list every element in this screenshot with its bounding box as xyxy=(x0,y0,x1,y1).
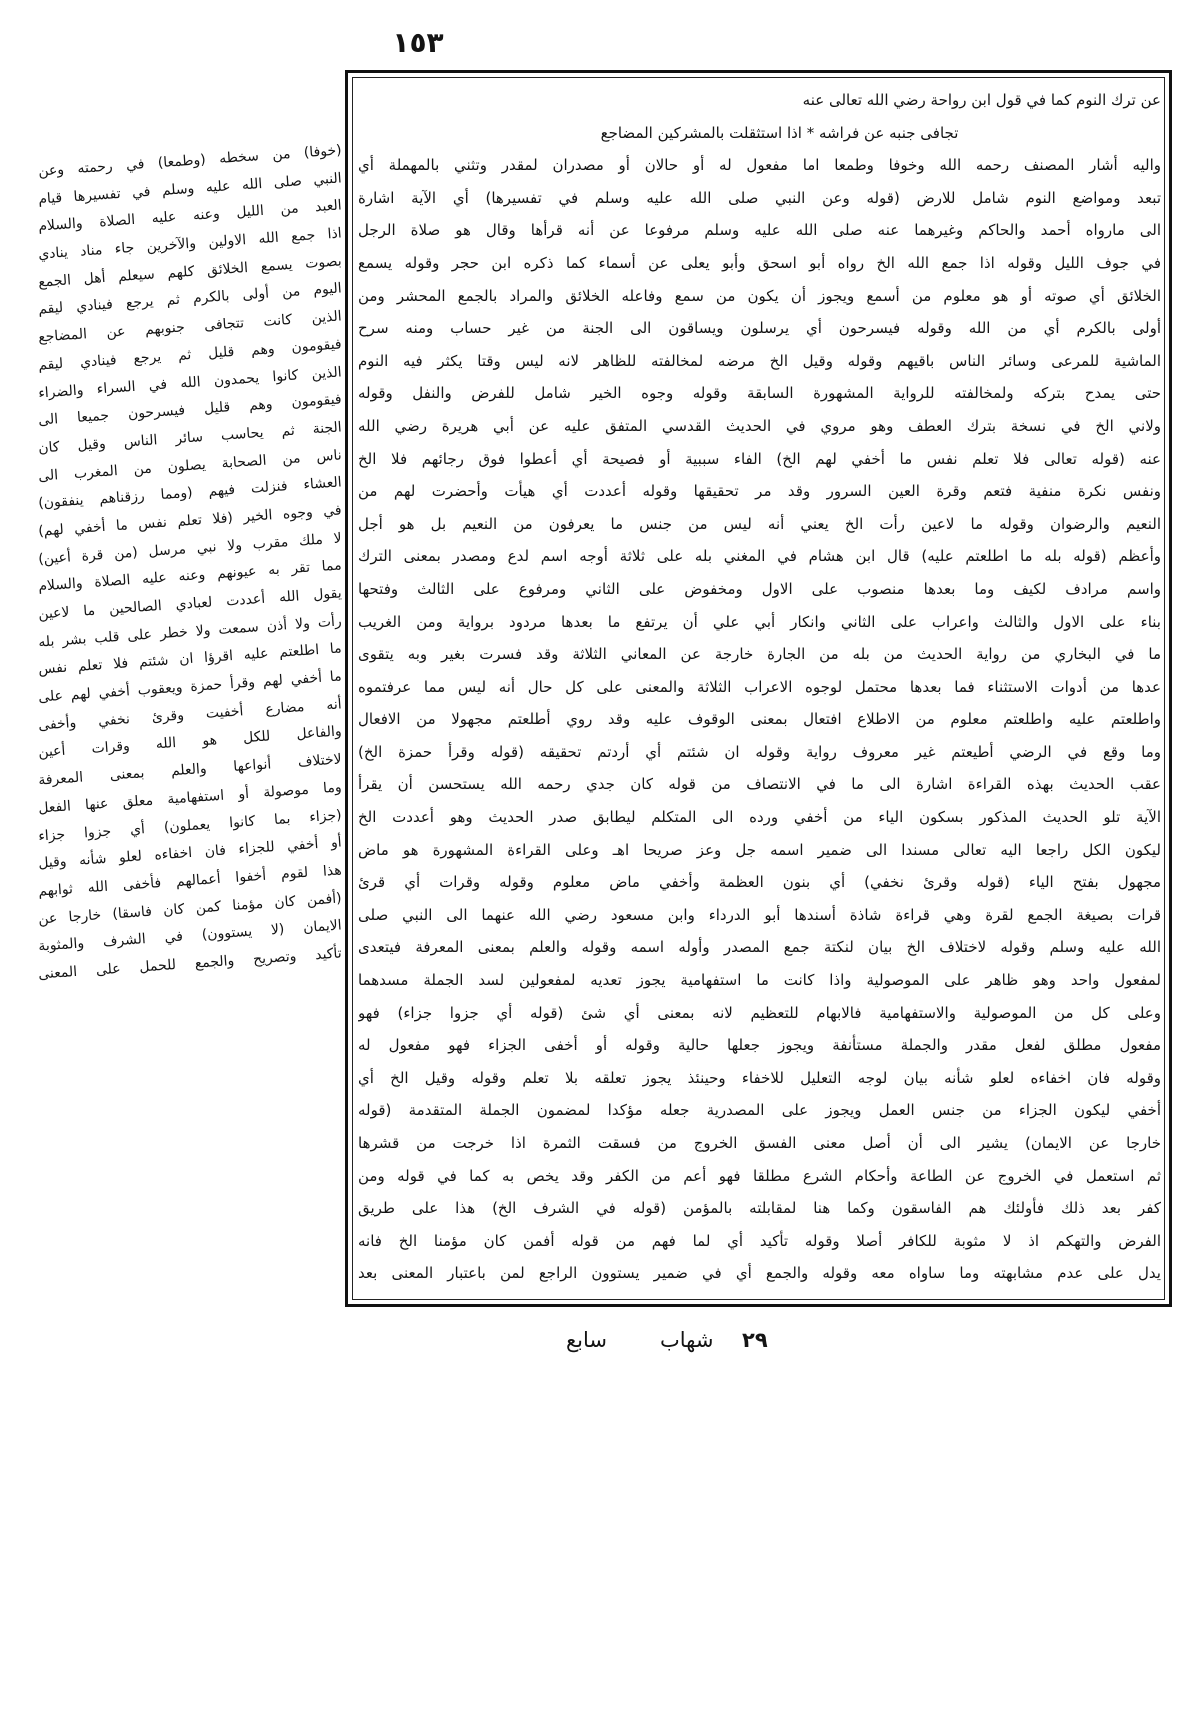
margin-line: مما تقر به عيونهم وعنه عليه الصلاة والسلام xyxy=(37,557,343,595)
main-line: وأعظم (قوله بله ما اطلعتم عليه) قال ابن هشام في المغني بله على ثلاثة أوجه اسم لدع ومصدر بمعنى الترك xyxy=(358,547,1161,566)
main-line: لمفعول واحد وهو ظاهر على الموصولية واذا كانت ما استفهامية يجوز تعديه لمفعولين لسد الجملة مسدهما xyxy=(358,971,1161,990)
margin-line: الذين كانت تتجافى جنوبهم عن المضاجع xyxy=(37,308,343,346)
margin-line: هذا لقوم أخفوا أعمالهم فأخفى الله ثوابهم xyxy=(37,862,343,900)
margin-commentary xyxy=(37,142,343,983)
main-line: وقوله فان اخفاءه لعلو شأنه بيان لوجه التعليل للاخفاء وحينئذ يجوز تعلقه بلا تعلم وقوله وقيل الخ أي xyxy=(358,1068,1161,1087)
main-line: ولاني الخ في نسخة بترك العطف وهو مروي في الحديث القدسي المتفق عليه عن أبي هريرة رضي الله xyxy=(358,416,1161,435)
margin-line: ما اطلعتم عليه اقرؤا ان شئتم فلا تعلم نفس xyxy=(37,640,343,678)
main-header-line: عن ترك النوم كما في قول ابن رواحة رضي الله تعالى عنه xyxy=(802,91,1161,109)
margin-line: الذين كانوا يحمدون الله في السراء والضراء xyxy=(37,363,343,402)
margin-line: (جزاء بما كانوا يعملون) أي جزوا جزاء xyxy=(37,806,343,845)
margin-line: أنه مضارع أخفيت وقرئ نخفي وأخفى xyxy=(37,696,343,734)
main-line: واليه أشار المصنف رحمه الله وخوفا وطمعا اما مفعول له أو حالان أو مصدران لمقدر وتثني بالمهملة أي xyxy=(358,156,1161,175)
main-line: الى مارواه أحمد والحاكم وغيرهما عنه صلى الله عليه وسلم مرفوعا عن أنه قرأها وقال هو صلاة الرجل xyxy=(358,221,1161,240)
main-line: خارجا عن الايمان) يشير الى أن أصل معنى الفسق الخروج من فسقت الثمرة اذا خرجت من قشرها xyxy=(358,1134,1161,1152)
main-line: بناء على الاول والثالث واعراب على الثاني وانكار أبي علي أن يرتفع ما بعدها مردود برواية ومن الغريب xyxy=(358,612,1161,631)
main-line: عنه (قوله تعالى فلا تعلم نفس ما أخفي لهم الخ) الفاء سببية أو فصيحة أي أعطوا فوق رجائهم فلا الخ xyxy=(358,449,1161,468)
margin-line: تأكيد وتصريح والجمع للحمل على المعنى xyxy=(37,945,343,983)
margin-line: ناس من الصحابة يصلون من المغرب الى xyxy=(37,446,343,485)
main-line: واسم مرادف لكيف وما بعدها منصوب على الاول ومخفوض على الثاني ومرفوع على الثالث وفتحها xyxy=(358,579,1161,598)
main-line: تبعد ومواضع النوم شامل للارض (قوله وعن النبي صلى الله عليه وسلم في تفسيرها) أي الآية اشارة xyxy=(358,188,1161,207)
main-line: قرات بصيغة الجمع لقرة وهي قراءة شاذة أسندها أبو الدرداء وابن مسعود رضي الله عنهما الى النبي صلى xyxy=(358,905,1161,924)
main-text-block xyxy=(358,84,1161,1290)
margin-line: أو أخفي للجزاء فان اخفاءه لعلو شأنه وقيل xyxy=(37,834,343,872)
margin-line: يقول الله أعددت لعبادي الصالحين ما لاعين xyxy=(37,585,343,623)
margin-line: فيقومون وهم قليل ثم يرجع فينادي ليقم xyxy=(37,336,343,374)
margin-line: اذا جمع الله الاولين والآخرين جاء مناد ينادي xyxy=(37,225,343,263)
margin-line: (خوفا) من سخطه (وطمعا) في رحمته وعن xyxy=(37,142,343,180)
margin-line: العبد من الليل وعنه عليه الصلاة والسلام xyxy=(37,197,343,235)
main-line: ثم استعمل في الخروج عن الطاعة وأحكام الشرع مطلقا فهو أعم من الكفر وقد يخص به كما في قوله ومن xyxy=(358,1166,1161,1185)
main-line: مفعول مطلق لفعل مقدر والجملة مستأنفة ويجوز جعلها حالية وقوله أو أخفى الجزاء فهو مفعول له xyxy=(358,1036,1161,1055)
main-line: ليكون الكل راجعا اليه تعالى مسندا الى ضمير اسمه جل وعز صريحا اهـ وعلى القراءة المشهورة هو ماض xyxy=(358,840,1161,859)
margin-line: الجنة ثم يحاسب سائر الناس وقيل كان xyxy=(37,419,343,457)
main-line: النعيم والرضوان وقوله ما لاعين رأت الخ يعني أنه ليس من جنس ما يعرفون من النعيم بل هو أجل xyxy=(358,514,1161,533)
main-line: أولى بالكرم أي من الله وقوله فيسرحون أي يرسلون ويساقون الى الجنة من غير حساب ومنه سرح xyxy=(358,319,1161,338)
margin-line: الايمان (لا يستوون) في الشرف والمثوبة xyxy=(37,917,343,955)
main-line: الخلائق أي صوته أو هو معلوم من أسمع ويجوز أن يكون من سمع وفاعله الخلائق والمراد بالجمع المحشر ومن xyxy=(358,286,1161,305)
main-line: أخفي ليكون الجزاء من جنس العمل ويجوز على المصدرية جعله مؤكدا لمضمون الجملة المتقدمة (قوله xyxy=(358,1101,1161,1120)
margin-line: والفاعل للكل هو الله وقرات أعين xyxy=(37,723,343,762)
margin-line: لا ملك مقرب ولا نبي مرسل (من قرة أعين) xyxy=(37,530,343,568)
main-line: في جوف الليل وقوله اذا جمع الله الخ رواه أبو اسحق وأبو يعلى عن أسماء كما ذكره ابن حجر وقوله يسمع xyxy=(358,253,1161,272)
margin-line: العشاء فنزلت فيهم (ومما رزقناهم ينفقون) xyxy=(37,474,343,512)
footer-volume: سابع xyxy=(566,1328,608,1352)
margin-line: وما موصولة أو استفهامية معلق عنها الفعل xyxy=(37,779,343,817)
main-line: الفرض والتهكم اذ لا مثوبة للكافر أصلا وقوله تأكيد أي لما فهم من قوله أفمن كان مؤمنا الخ فانه xyxy=(358,1231,1161,1250)
main-line: الآية تلو الحديث المذكور بسكون الياء من أخفي ورده الى المتكلم ليطابق صدر الحديث وهو أعددت الخ xyxy=(358,808,1161,827)
main-text-frame xyxy=(345,70,1172,1307)
margin-line: لاختلاف أنواعها والعلم بمعنى المعرفة xyxy=(37,751,343,789)
page-number: ١٥٣ xyxy=(392,26,444,59)
margin-line: النبي صلى الله عليه وسلم في تفسيرها قيام xyxy=(37,170,343,208)
main-line: الماشية للمرعى وسائر الناس باقيهم وقوله وقيل الخ مرضه لمخالفته للظاهر لانه ليس وقتا يكثر فيه النوم xyxy=(358,351,1161,370)
main-line: ونفس نكرة منفية فتعم وقرة العين السرور وقد مر تحقيقها وقوله أعددت أي هيأت وأحضرت لهم من xyxy=(358,482,1161,501)
footer-signature-number: ٢٩ xyxy=(742,1328,768,1352)
main-verse-line: تجافى جنبه عن فراشه * اذا استثقلت بالمشركين المضاجع xyxy=(600,123,959,142)
main-line: عقب الحديث بهذه القراءة اشارة الى ما في الانتصاف من قوله كان جدي رحمه الله يستحسن أن يقرأ xyxy=(358,775,1161,794)
main-line: مجهول بفتح الياء (قوله وقرئ نخفي) أي بنون العظمة وأخفي ماض معلوم وقوله وقرات أي قرئ xyxy=(358,873,1161,892)
main-line: الله عليه وسلم وقوله لاختلاف الخ بيان لنكتة جمع المصدر وأوله اسمه وقوله والعلم بمعنى المعرفة فيتعدى xyxy=(358,938,1161,957)
margin-line: اليوم من أولى بالكرم ثم يرجع فينادي ليقم xyxy=(37,280,343,319)
main-line: واطلعتم عليه واطلعتم معلوم من الاطلاع افتعال بمعنى الوقوف عليه وقد روي أطلعتم مجهولا من الافعال xyxy=(358,710,1161,729)
main-line: ما في البخاري من رواية الحديث من بله من الجارة خارجة عن المعاني الثلاثة وقد فسرت بغير وبه يتقوى xyxy=(358,645,1161,664)
main-line: عدها من أدوات الاستثناء فما بعدها محتمل لوجوه الاعراب الثلاثة والمعنى على كل حال أنه ليس مما عرفتموه xyxy=(358,677,1161,696)
main-line: حتى يمدح بتركه ولمخالفته للرواية المشهورة السابقة وقوله وجوه الخير شامل للفرض والنفل وقوله xyxy=(358,384,1161,403)
margin-line: (أفمن كان مؤمنا كمن كان فاسقا) خارجا عن xyxy=(37,889,343,928)
main-line: كفر بعد ذلك فأولئك هم الفاسقون وكما هنا لمقابلته بالمؤمن (قوله في الشرف الخ) هذا على طريق xyxy=(358,1199,1161,1218)
margin-line: بصوت يسمع الخلائق كلهم سيعلم أهل الجمع xyxy=(37,253,343,291)
margin-line: ما أخفي لهم وقرأ حمزة ويعقوب أخفي لهم على xyxy=(37,668,343,706)
main-line: يدل على عدم مشابهته وما ساواه معه وقوله والجمع أي في ضمير يستوون الراجع لمن باعتبار المعنى بعد xyxy=(358,1264,1161,1283)
footer-book-title: شهاب xyxy=(660,1328,714,1352)
margin-line: رأت ولا أذن سمعت ولا خطر على قلب بشر بله xyxy=(37,613,343,651)
main-line: وما وقع في الرضي أطيعتم غير معروف رواية وقوله ان شئتم أي أردتم تحقيقه (قوله وقرأ حمزة الخ) xyxy=(358,742,1161,761)
margin-line: في وجوه الخير (فلا تعلم نفس ما أخفي لهم) xyxy=(37,502,343,540)
margin-line: فيقومون وهم قليل فيسرحون جميعا الى xyxy=(37,391,343,429)
main-line: وعلى كل من الموصولية والاستفهامية فالابهام للتعظيم لانه بمعنى أي شئ (قوله أي جزوا جزاء) فهو xyxy=(358,1003,1161,1022)
